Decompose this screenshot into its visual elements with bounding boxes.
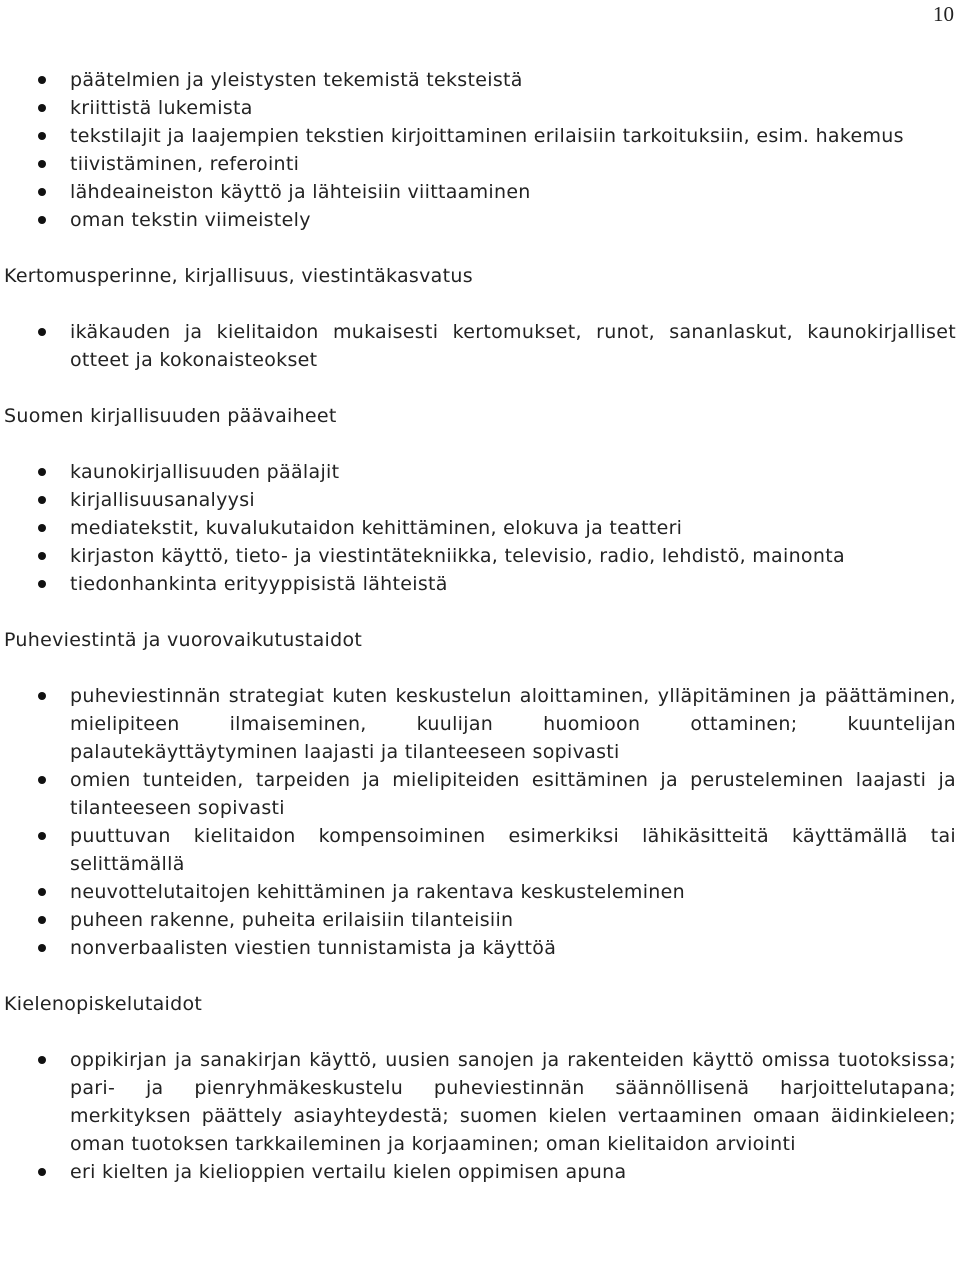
bullet-icon bbox=[38, 160, 46, 168]
list-item: kaunokirjallisuuden päälajit bbox=[4, 458, 956, 486]
bullet-icon bbox=[38, 524, 46, 532]
list-item: omien tunteiden, tarpeiden ja mielipiteiden esittäminen ja perusteleminen laajasti ja tilanteeseen sopivasti bbox=[4, 766, 956, 822]
list-item: tiivistäminen, referointi bbox=[4, 150, 956, 178]
bullet-icon bbox=[38, 552, 46, 560]
bullet-icon bbox=[38, 104, 46, 112]
bullet-icon bbox=[38, 1056, 46, 1064]
list-item: nonverbaalisten viestien tunnistamista ja käyttöä bbox=[4, 934, 956, 962]
list-item: mediatekstit, kuvalukutaidon kehittäminen, elokuva ja teatteri bbox=[4, 514, 956, 542]
bullet-icon bbox=[38, 888, 46, 896]
page-number: 10 bbox=[933, 2, 954, 26]
section-heading: Puheviestintä ja vuorovaikutustaidot bbox=[4, 629, 363, 651]
bullet-icon bbox=[38, 216, 46, 224]
list-item: tiedonhankinta erityyppisistä lähteistä bbox=[4, 570, 956, 598]
list-item: oppikirjan ja sanakirjan käyttö, uusien sanojen ja rakenteiden käyttö omissa tuotoksissa; pari- ja pienryhmäkeskustelu puheviestinnän säännöllisenä harjoittelutapana; merkityksen päättely asiayhteydestä; suomen kielen vertaaminen omaan äidinkieleen; oman tuotoksen tarkkaileminen ja korjaaminen; oman kielitaidon arviointi bbox=[4, 1046, 956, 1158]
list-item: puheviestinnän strategiat kuten keskustelun aloittaminen, ylläpitäminen ja päättäminen, mielipiteen ilmaiseminen, kuulijan huomioon ottaminen; kuuntelijan palautekäyttäytyminen laajasti ja tilanteeseen sopivasti bbox=[4, 682, 956, 766]
bullet-icon bbox=[38, 580, 46, 588]
bullet-list-4 bbox=[4, 682, 956, 962]
list-item: kirjallisuusanalyysi bbox=[4, 486, 956, 514]
list-item: puheen rakenne, puheita erilaisiin tilanteisiin bbox=[4, 906, 956, 934]
document-body bbox=[4, 66, 956, 1186]
list-item: päätelmien ja yleistysten tekemistä teksteistä bbox=[4, 66, 956, 94]
bullet-icon bbox=[38, 468, 46, 476]
bullet-list-1 bbox=[4, 66, 956, 234]
bullet-icon bbox=[38, 328, 46, 336]
bullet-icon bbox=[38, 692, 46, 700]
bullet-list-3 bbox=[4, 458, 956, 598]
bullet-list-2 bbox=[4, 318, 956, 374]
section-heading: Suomen kirjallisuuden päävaiheet bbox=[4, 405, 337, 427]
bullet-list-5 bbox=[4, 1046, 956, 1186]
bullet-icon bbox=[38, 944, 46, 952]
section-heading: Kertomusperinne, kirjallisuus, viestintäkasvatus bbox=[4, 265, 473, 287]
bullet-icon bbox=[38, 76, 46, 84]
bullet-icon bbox=[38, 188, 46, 196]
list-item: ikäkauden ja kielitaidon mukaisesti kertomukset, runot, sananlaskut, kaunokirjalliset otteet ja kokonaisteokset bbox=[4, 318, 956, 374]
list-item: oman tekstin viimeistely bbox=[4, 206, 956, 234]
list-item: neuvottelutaitojen kehittäminen ja rakentava keskusteleminen bbox=[4, 878, 956, 906]
list-item: puuttuvan kielitaidon kompensoiminen esimerkiksi lähikäsitteitä käyttämällä tai selittämällä bbox=[4, 822, 956, 878]
section-heading: Kielenopiskelutaidot bbox=[4, 993, 203, 1015]
bullet-icon bbox=[38, 1168, 46, 1176]
list-item: kriittistä lukemista bbox=[4, 94, 956, 122]
list-item: tekstilajit ja laajempien tekstien kirjoittaminen erilaisiin tarkoituksiin, esim. hakemus bbox=[4, 122, 956, 150]
bullet-icon bbox=[38, 832, 46, 840]
bullet-icon bbox=[38, 916, 46, 924]
list-item: kirjaston käyttö, tieto- ja viestintätekniikka, televisio, radio, lehdistö, mainonta bbox=[4, 542, 956, 570]
list-item: lähdeaineiston käyttö ja lähteisiin viittaaminen bbox=[4, 178, 956, 206]
bullet-icon bbox=[38, 776, 46, 784]
list-item: eri kielten ja kielioppien vertailu kielen oppimisen apuna bbox=[4, 1158, 956, 1186]
bullet-icon bbox=[38, 132, 46, 140]
bullet-icon bbox=[38, 496, 46, 504]
